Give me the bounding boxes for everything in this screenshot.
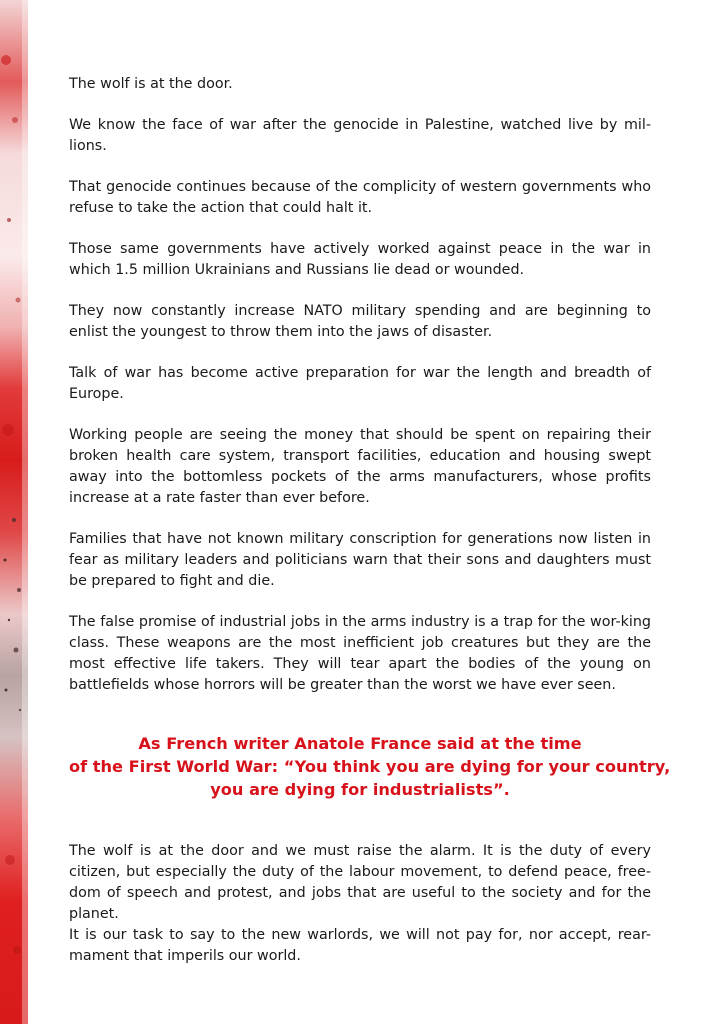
paragraph-6: Talk of war has become active preparation for war the length and breadth of Europe. <box>69 365 651 402</box>
paragraph-4: Those same governments have actively worked against peace in the war in which 1.5 million Ukrainians and Russians lie dead or wounded. <box>69 241 651 278</box>
paragraph-2: We know the face of war after the genocide in Palestine, watched live by mil-lions. <box>69 117 651 154</box>
paragraph-7: Working people are seeing the money that should be spent on repairing their broken health care system, transport facilities, education and housing swept away into the bottomless pockets of the arms manufacturers, whose profits increase at a rate faster than ever before. <box>69 427 651 506</box>
closing-section <box>69 841 651 967</box>
closing-paragraph-2: It is our task to say to the new warlords, we will not pay for, nor accept, rear-mament that imperils our world. <box>69 927 651 964</box>
closing-paragraph-1: The wolf is at the door and we must raise the alarm. It is the duty of every citizen, but especially the duty of the labour movement, to defend peace, free-dom of speech and protest, and jobs that are useful to the society and for the planet. <box>69 843 651 922</box>
paragraph-5: They now constantly increase NATO military spending and are beginning to enlist the youngest to throw them into the jaws of disaster. <box>69 303 651 340</box>
decorative-paint-splatter-border <box>0 0 28 1024</box>
paragraph-8: Families that have not known military conscription for generations now listen in fear as military leaders and politicians warn that their sons and daughters must be prepared to fight and die. <box>69 531 651 589</box>
paragraph-3: That genocide continues because of the complicity of western governments who refuse to take the action that could halt it. <box>69 179 651 216</box>
document-body <box>69 74 671 967</box>
paragraph-9: The false promise of industrial jobs in the arms industry is a trap for the wor-king class. These weapons are the most inefficient job creatures but they are the most effective life takers. They will tear apart the bodies of the young on battlefields whose horrors will be greater than the worst we have ever seen. <box>69 614 651 693</box>
pull-quote-line-2: of the First World War: “You think you are dying for your country, <box>69 757 671 776</box>
pull-quote-line-3: you are dying for industrialists”. <box>210 780 510 799</box>
paragraph-1: The wolf is at the door. <box>69 76 233 92</box>
pull-quote <box>69 732 671 801</box>
pull-quote-line-1: As French writer Anatole France said at the time <box>138 734 582 753</box>
